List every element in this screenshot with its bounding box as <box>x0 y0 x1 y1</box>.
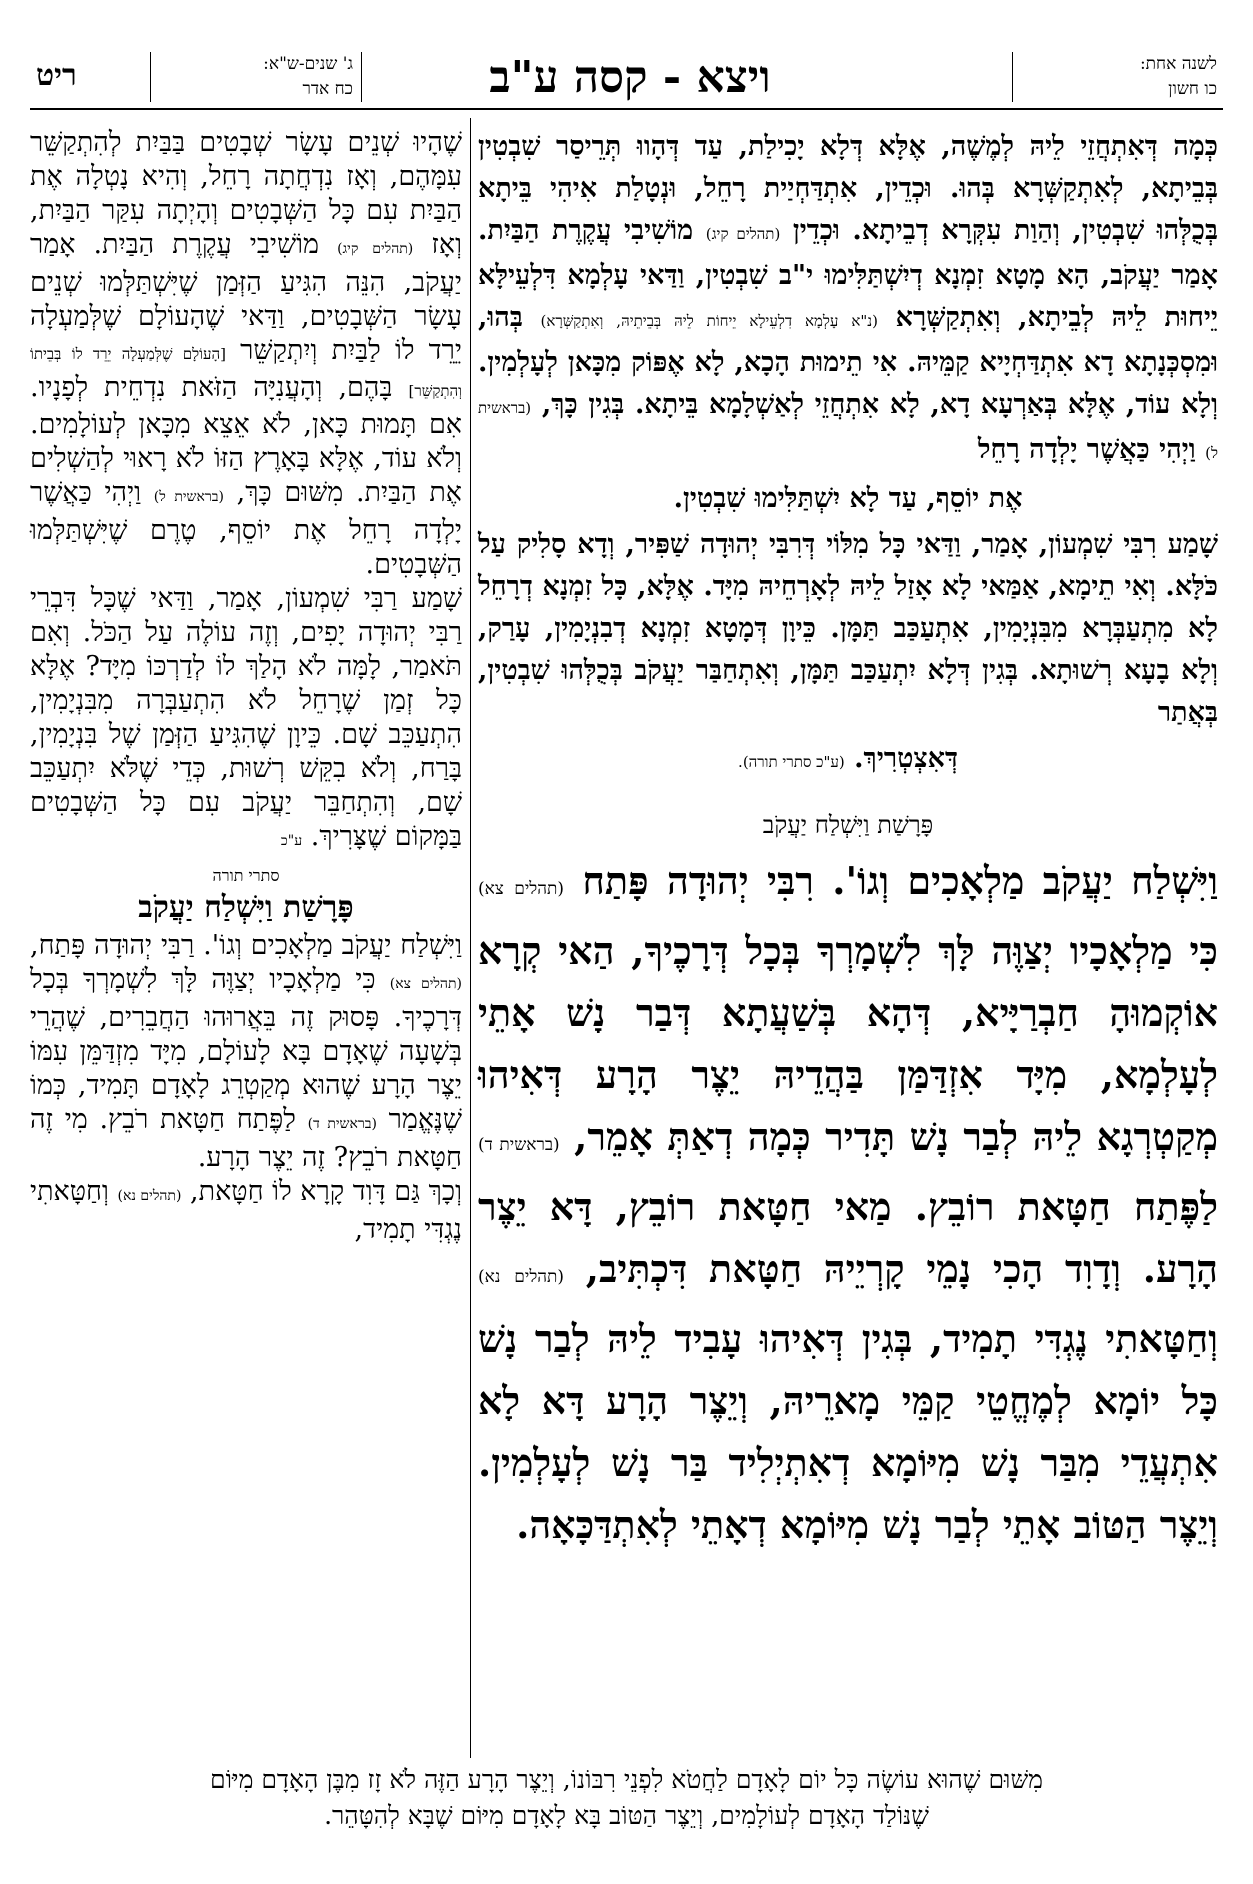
main-paragraph-2 <box>478 524 1218 734</box>
page-number: ריט <box>36 58 77 93</box>
side-paragraph-4 <box>30 1175 462 1247</box>
page-header <box>30 48 1223 110</box>
side-p3-a: וַיִּשְׁלַח יַעֲקֹב מַלְאָכִים וְגוֹ'. רַבִּי יְהוּדָה פָּתַח, <box>30 930 462 961</box>
main-paragraph-1 <box>478 126 1218 474</box>
main-p2-text: שָׁמַע רִבִּי שִׁמְעוֹן, אָמַר, וַדַּאי כָּל מִלּוֹי דְּרִבִּי יְהוּדָה שַׁפִּיר, וְדָא סָלִיק עַל כֹּלָּא. וְאִי תֵימָא, אַמַּאי לָא אָזַל לֵיהּ לְאָרְחֵיהּ מִיָּד. אֶלָּא, כָּל זִמְנָא דְרָחֵל לָא מִתְעַבְּרָא מִבִּנְיָמִין, אִתְעַכַּב תַּמָּן. כֵּיוָן דְּמָטָא זִמְנָא דְבִנְיָמִין, עָרַק, וְלָא בָעָא רְשׁוּתָא. בְּגִין דְּלָא יִתְעַכַּב תַּמָּן, וְאִתְחַבַּר יַעֲקֹב בְּכֻלְּהוּ שִׁבְטִין, בְּאֲתַר <box>478 529 1218 728</box>
side-p2: שָׁמַע רַבִּי שִׁמְעוֹן, אָמַר, וַדַּאי שֶׁכָּל דִּבְרֵי רַבִּי יְהוּדָה יָפִים, וְזֶה עוֹלֶה עַל הַכֹּל. וְאִם תֹּאמַר, לָמָּה לֹא הָלַךְ לוֹ לְדַרְכּוֹ מִיָּד? אֶלָּא כָּל זְמַן שֶׁרָחֵל לֹא הִתְעַבְּרָה מִבִּנְיָמִין, הִתְעַכֵּב שָׁם. כֵּיוָן שֶׁהִגִּיעַ הַזְּמַן שֶׁל בִּנְיָמִין, בָּרַח, וְלֹא בִקֵּשׁ רְשׁוּת, כְּדֵי שֶׁלֹּא יִתְעַכֵּב שָׁם, וְהִתְחַבֵּר יַעֲקֹב עִם כָּל הַשְּׁבָטִים בַּמָּקוֹם שֶׁצָּרִיךְ. <box>30 583 462 852</box>
main-big-3: לַפֶּתַח חַטָּאת רוֹבֵץ. מַאי חַטָּאת רוֹבֵץ, דָּא יֵצֶר הָרָע. וְדָוִד הָכִי נָמֵי קָרְיֵיהּ חַטָּאת דִּכְתִּיב, <box>478 1184 1218 1291</box>
header-right-schedule <box>1012 52 1223 102</box>
side-p1-bracket: [הָעוֹלָם שֶׁלְּמַעְלָה יֵרֵד לוֹ בְּבֵיתוֹ וְהִתְקַשֵּׁר] <box>30 345 462 400</box>
side-p3-c: לַפֶּתַח חַטָּאת רֹבֵץ. מִי זֶה חַטָּאת רֹבֵץ? זֶה יֵצֶר הָרָע. <box>30 1104 462 1173</box>
side-p4-ref: (תהלים נא) <box>117 1188 182 1204</box>
main-big-ref2: (בראשית ד) <box>478 1135 560 1155</box>
main-big-1: וַיִּשְׁלַח יַעֲקֹב מַלְאָכִים וְגוֹ'. רִבִּי יְהוּדָה פָּתַח <box>582 858 1218 903</box>
side-p4-b: וְחַטָּאתִי נֶגְדִּי תָמִיד, <box>30 1176 462 1245</box>
side-section-title: פָּרָשַׁת וַיִּשְׁלַח יַעֲקֹב <box>138 890 354 925</box>
header-right-line1: לשנה אחת: <box>1139 54 1217 74</box>
side-p1-b: מוֹשִׁיבִי עֲקֶרֶת הַבַּיִת. אָמַר יַעֲקֹב, הִנֵּה הִגִּיעַ הַזְּמַן שֶׁיִּשְׁתַּלְּמוּ שְׁנֵים עָשָׂר הַשְּׁבָטִים, וַדַּאי שֶׁהָעוֹלָם שֶׁלְּמַעְלָה יֵרֵד לוֹ לַבַּיִת וְיִתְקַשֵּׁר <box>30 229 462 366</box>
side-p4-a: וְכָךְ גַּם דָּוִד קָרָא לוֹ חַטָּאת, <box>190 1176 462 1207</box>
side-separator-label: סתרי תורה <box>212 866 280 885</box>
main-big-4: וְחַטָּאתִי נֶגְדִּי תָמִיד, בְּגִין דְּאִיהוּ עָבִיד לֵיהּ לְבַר נָשׁ כָּל יוֹמָא לְמֶחֱטֵי קַמֵּי מָארֵיהּ, וְיֵצֶר הָרָע דָּא לָא אִתְעֲדֵי מִבַּר נָשׁ מִיּוֹמָא דְאִתְיְלִיד בַּר נָשׁ לְעָלְמִין. וְיֵצֶר הַטּוֹב אָתֵי לְבַר נָשׁ מִיּוֹמָא דְאָתֵי לְאִתְדַּכָּאָה. <box>478 1316 1218 1547</box>
main-paragraph-1-last: אֶת יוֹסֵף, עַד לָא יִשְׁתַּלִּימוּ שִׁבְטִין. <box>673 483 1023 514</box>
side-p2-end: ע"כ <box>280 833 303 849</box>
main-p1-text-c: בְּהוּ, וּמִסְכְּנָתָא דָא אִתְדַּחְיָיא קַמֵּיהּ. אִי תֵימוּת הָכָא, לָא אֶפּוֹק מִכָּאן לְעָלְמִין. וְלָא עוֹד, אֶלָּא בְּאַרְעָא דָא, לָא אִתְחֲזֵי לְאַשְׁלָמָא בֵּיתָא. בְּגִין כָּךְ, <box>478 302 1218 420</box>
main-p1-ref2: (בראשית ל) <box>478 399 1218 462</box>
side-p1-ref1: (תהלים קיג) <box>337 241 414 257</box>
bottom-continuation <box>30 1762 1223 1834</box>
side-p1-d: וַיְהִי כַּאֲשֶׁר יָלְדָה רָחֵל אֶת יוֹסֵף, טֶרֶם שֶׁיִּשְׁתַּלְּמוּ הַשְּׁבָטִים. <box>30 477 462 580</box>
page-title: ויצא - קסה ע"ב <box>489 52 771 103</box>
side-paragraph-2 <box>30 582 462 858</box>
side-column <box>30 126 462 1756</box>
side-p1-c: בָּהֶם, וְהָעֲנִיָּה הַזֹּאת נִדְחֵית לְפָנָיו. אִם תָּמוּת כָּאן, לֹא אֵצֵא מִכָּאן לְעוֹלָמִים. וְלֹא עוֹד, אֶלָּא בָּאָרֶץ הַזּוֹ לֹא רָאוּי לְהַשְׁלִים אֶת הַבַּיִת. מִשּׁוּם כָּךְ, <box>30 372 463 508</box>
side-p3-ref1: (תהלים צא) <box>389 976 462 992</box>
column-divider <box>470 118 471 1758</box>
main-paragraph-3 <box>478 850 1218 1556</box>
main-p1-text-b: מוֹשִׁיבִי עֲקֶרֶת הַבַּיִת. אָמַר יַעֲקֹב, הָא מָטָא זִמְנָא דְיִשְׁתַּלִּימוּ י"ב שִׁבְטִין, וַדַּאי עָלְמָא דִּלְעֵילָּא יֵיחוּת לֵיהּ לְבֵיתָא, וְאִתְקַשְּׁרָא <box>478 215 1219 333</box>
main-big-2: כִּי מַלְאָכָיו יְצַוֶּה לָּךְ לִשְׁמָרְךָ בְּכָל דְּרָכֶיךָ, הַאי קְרָא אוֹקְמוּהָ חַבְרַיָּיא, דְּהָא בְּשַׁעֲתָא דְּבַר נָשׁ אָתֵי לְעָלְמָא, מִיָּד אִזְדַּמַּן בַּהֲדֵיהּ יֵצֶר הָרָע דְּאִיהוּ מְקַטְרְגָא לֵיהּ לְבַר נָשׁ תָּדִיר כְּמָה דְאַתְּ אָמֵר, <box>478 928 1218 1159</box>
side-p1-ref2: (בראשית ל) <box>153 489 224 505</box>
main-paragraph-2-last <box>478 738 1218 783</box>
main-p2-last: דְּאִצְטְרִיךְ. <box>854 743 958 774</box>
main-p1-text-d: וַיְהִי כַּאֲשֶׁר יָלְדָה רָחֵל <box>977 434 1196 465</box>
main-section-title: פָּרָשַׁת וַיִּשְׁלַח יַעֲקֹב <box>762 811 934 839</box>
bottom-line-2: שֶׁנּוֹלַד הָאָדָם לְעוֹלָמִים, וְיֵצֶר הַטּוֹב בָּא לָאָדָם מִיּוֹם שֶׁבָּא לְהִטָּהֵר. <box>324 1801 929 1830</box>
header-rule <box>30 108 1223 110</box>
header-left-line1: ג' שנים-ש"א: <box>263 54 353 74</box>
main-p1-text: כְּמָה דְּאִתְחֲזֵי לֵיהּ לְמֶשֶׁה, אֶלָּא דְּלָא יָכִילַת, עַד דְּהָווּ תְּרֵיסַר שִׁבְטִין בְּבֵיתָא, לְאִתְקַשְּׁרָא בְּהוּ. וּכְדֵין, אִתְדַּחְיַית רָחֵל, וּנְטָלַת אִיהִי בֵּיתָא בְּכֻלְּהוּ שִׁבְטִין, וְהַוַת עִקְּרָא דְבֵיתָא. וּכְדֵין <box>478 131 1218 246</box>
main-p2-end: (ע"כ סתרי תורה). <box>738 753 845 771</box>
header-right-line2: כו חשון <box>1168 79 1217 99</box>
main-big-ref3: (תהלים נא) <box>478 1267 565 1287</box>
bottom-line-1: מִשּׁוּם שֶׁהוּא עוֹשֶׂה כָּל יוֹם לָאָדָם לַחֲטֹא לִפְנֵי רִבּוֹנוֹ, וְיֵצֶר הָרָע הַזֶּה לֹא זָז מִבֶּן הָאָדָם מִיּוֹם <box>210 1765 1043 1794</box>
main-column <box>478 126 1218 1726</box>
header-left-schedule <box>150 52 362 102</box>
side-paragraph-3 <box>30 929 462 1175</box>
side-p3-b: כִּי מַלְאָכָיו יְצַוֶּה לָּךְ לִשְׁמָרְךָ בְּכָל דְּרָכֶיךָ. פָּסוּק זֶה בֵּאֲרוּהוּ הַחֲבֵרִים, שֶׁהֲרֵי בְּשָׁעָה שֶׁאָדָם בָּא לָעוֹלָם, מִיָּד מִזְדַּמֵּן עִמּוֹ יֵצֶר הָרָע שֶׁהוּא מְקַטְרֵג לָאָדָם תָּמִיד, כְּמוֹ שֶׁנֶּאֱמַר <box>30 964 462 1135</box>
side-p3-ref2: (בראשית ד) <box>307 1116 377 1132</box>
header-left-line2: כח אדר <box>302 79 353 99</box>
main-p1-note: (נ"א עָלְמָא דִלְעֵילָא יֵיחוֹת לֵיהּ בְּבֵיתֵיהּ, וְאִתְקַשְּׁרָא) <box>540 312 879 330</box>
side-paragraph-1 <box>30 126 462 582</box>
main-big-ref1: (תהלים צא) <box>478 879 565 899</box>
main-p1-ref1: (תהלים קיג) <box>705 225 781 243</box>
side-p1-a: שֶׁהָיוּ שְׁנֵים עָשָׂר שְׁבָטִים בַּבַּיִת לְהִתְקַשֵּׁר עִמָּהֶם, וְאָז נִדְחֲתָה רָחֵל, וְהִיא נָטְלָה אֶת הַבַּיִת עִם כָּל הַשְּׁבָטִים וְהָיְתָה עִקַּר הַבַּיִת, וְאָז <box>30 127 462 260</box>
